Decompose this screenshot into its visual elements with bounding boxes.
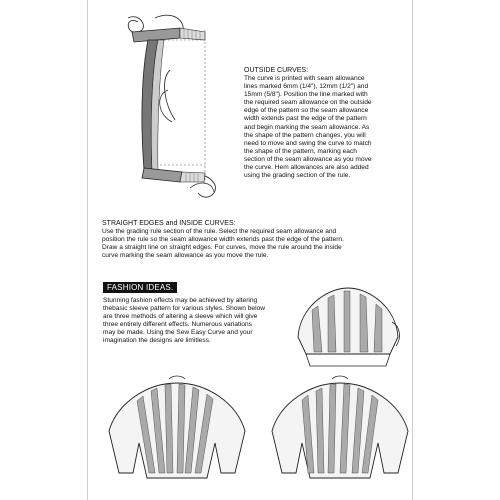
right-margin-line — [412, 0, 413, 500]
curve-ruler-illustration — [120, 10, 235, 200]
text-line: three entirely different effects. Numerous variations — [103, 321, 252, 329]
sleeve-pattern-illustration-1 — [292, 282, 404, 374]
text-line: width extends past the edge of the pattern — [244, 115, 367, 123]
sleeve-pattern-illustration-2 — [107, 373, 247, 483]
text-line: section of the seam allowance as you move — [244, 155, 372, 163]
straight-edges-title: STRAIGHT EDGES and INSIDE CURVES: — [102, 220, 236, 227]
text-line: using the grading section of the rule. — [244, 172, 351, 180]
text-line: are three methods of altering a sleeve which will give — [103, 313, 258, 321]
text-line: the shape of the pattern changes, you will — [244, 131, 366, 139]
straight-edges-body — [102, 228, 402, 260]
text-line: 15mm (5/8"). Position the line marked with — [244, 91, 368, 99]
fashion-ideas-body — [103, 297, 291, 346]
text-line: need to move and swing the curve to match — [244, 139, 372, 147]
outside-curves-body — [244, 75, 402, 180]
outside-curves-title: OUTSIDE CURVES: — [244, 67, 309, 74]
text-line: may be made. Using the Sew Easy Curve and your — [103, 329, 253, 337]
fashion-ideas-title: FASHION IDEAS. — [103, 282, 177, 293]
text-line: Stunning fashion effects may be achieved by altering — [103, 297, 258, 304]
text-line: the curve. Hem allowances are also added — [244, 164, 369, 172]
left-margin-line — [87, 0, 88, 500]
text-line: and begin marking the seam allowance. As — [244, 123, 370, 131]
text-line: position the rule so the seam allowance width extends past the edge of the pattern. — [102, 236, 344, 244]
text-line: the shape of the pattern, marking each — [244, 147, 357, 155]
text-line: The curve is printed with seam allowance — [244, 75, 365, 82]
text-line: imagination the designs are limitless. — [103, 337, 211, 345]
text-line: curve marking the seam allowance as you move the rule. — [102, 252, 269, 260]
text-line: lines marked 6mm (1/4"), 12mm (1/2") and — [244, 83, 369, 91]
text-line: thebasic sleeve pattern for various styles. Shown below — [103, 305, 265, 313]
text-line: Use the grading rule section of the rule. Select the required seam allowance and — [102, 228, 337, 235]
text-line: the required seam allowance on the outside — [244, 99, 372, 107]
sleeve-pattern-illustration-3 — [270, 373, 410, 483]
text-line: edge of the pattern so the seam allowance — [244, 107, 369, 115]
text-line: Draw a straight line on straight edges. For curves, move the rule around the inside — [102, 244, 342, 252]
